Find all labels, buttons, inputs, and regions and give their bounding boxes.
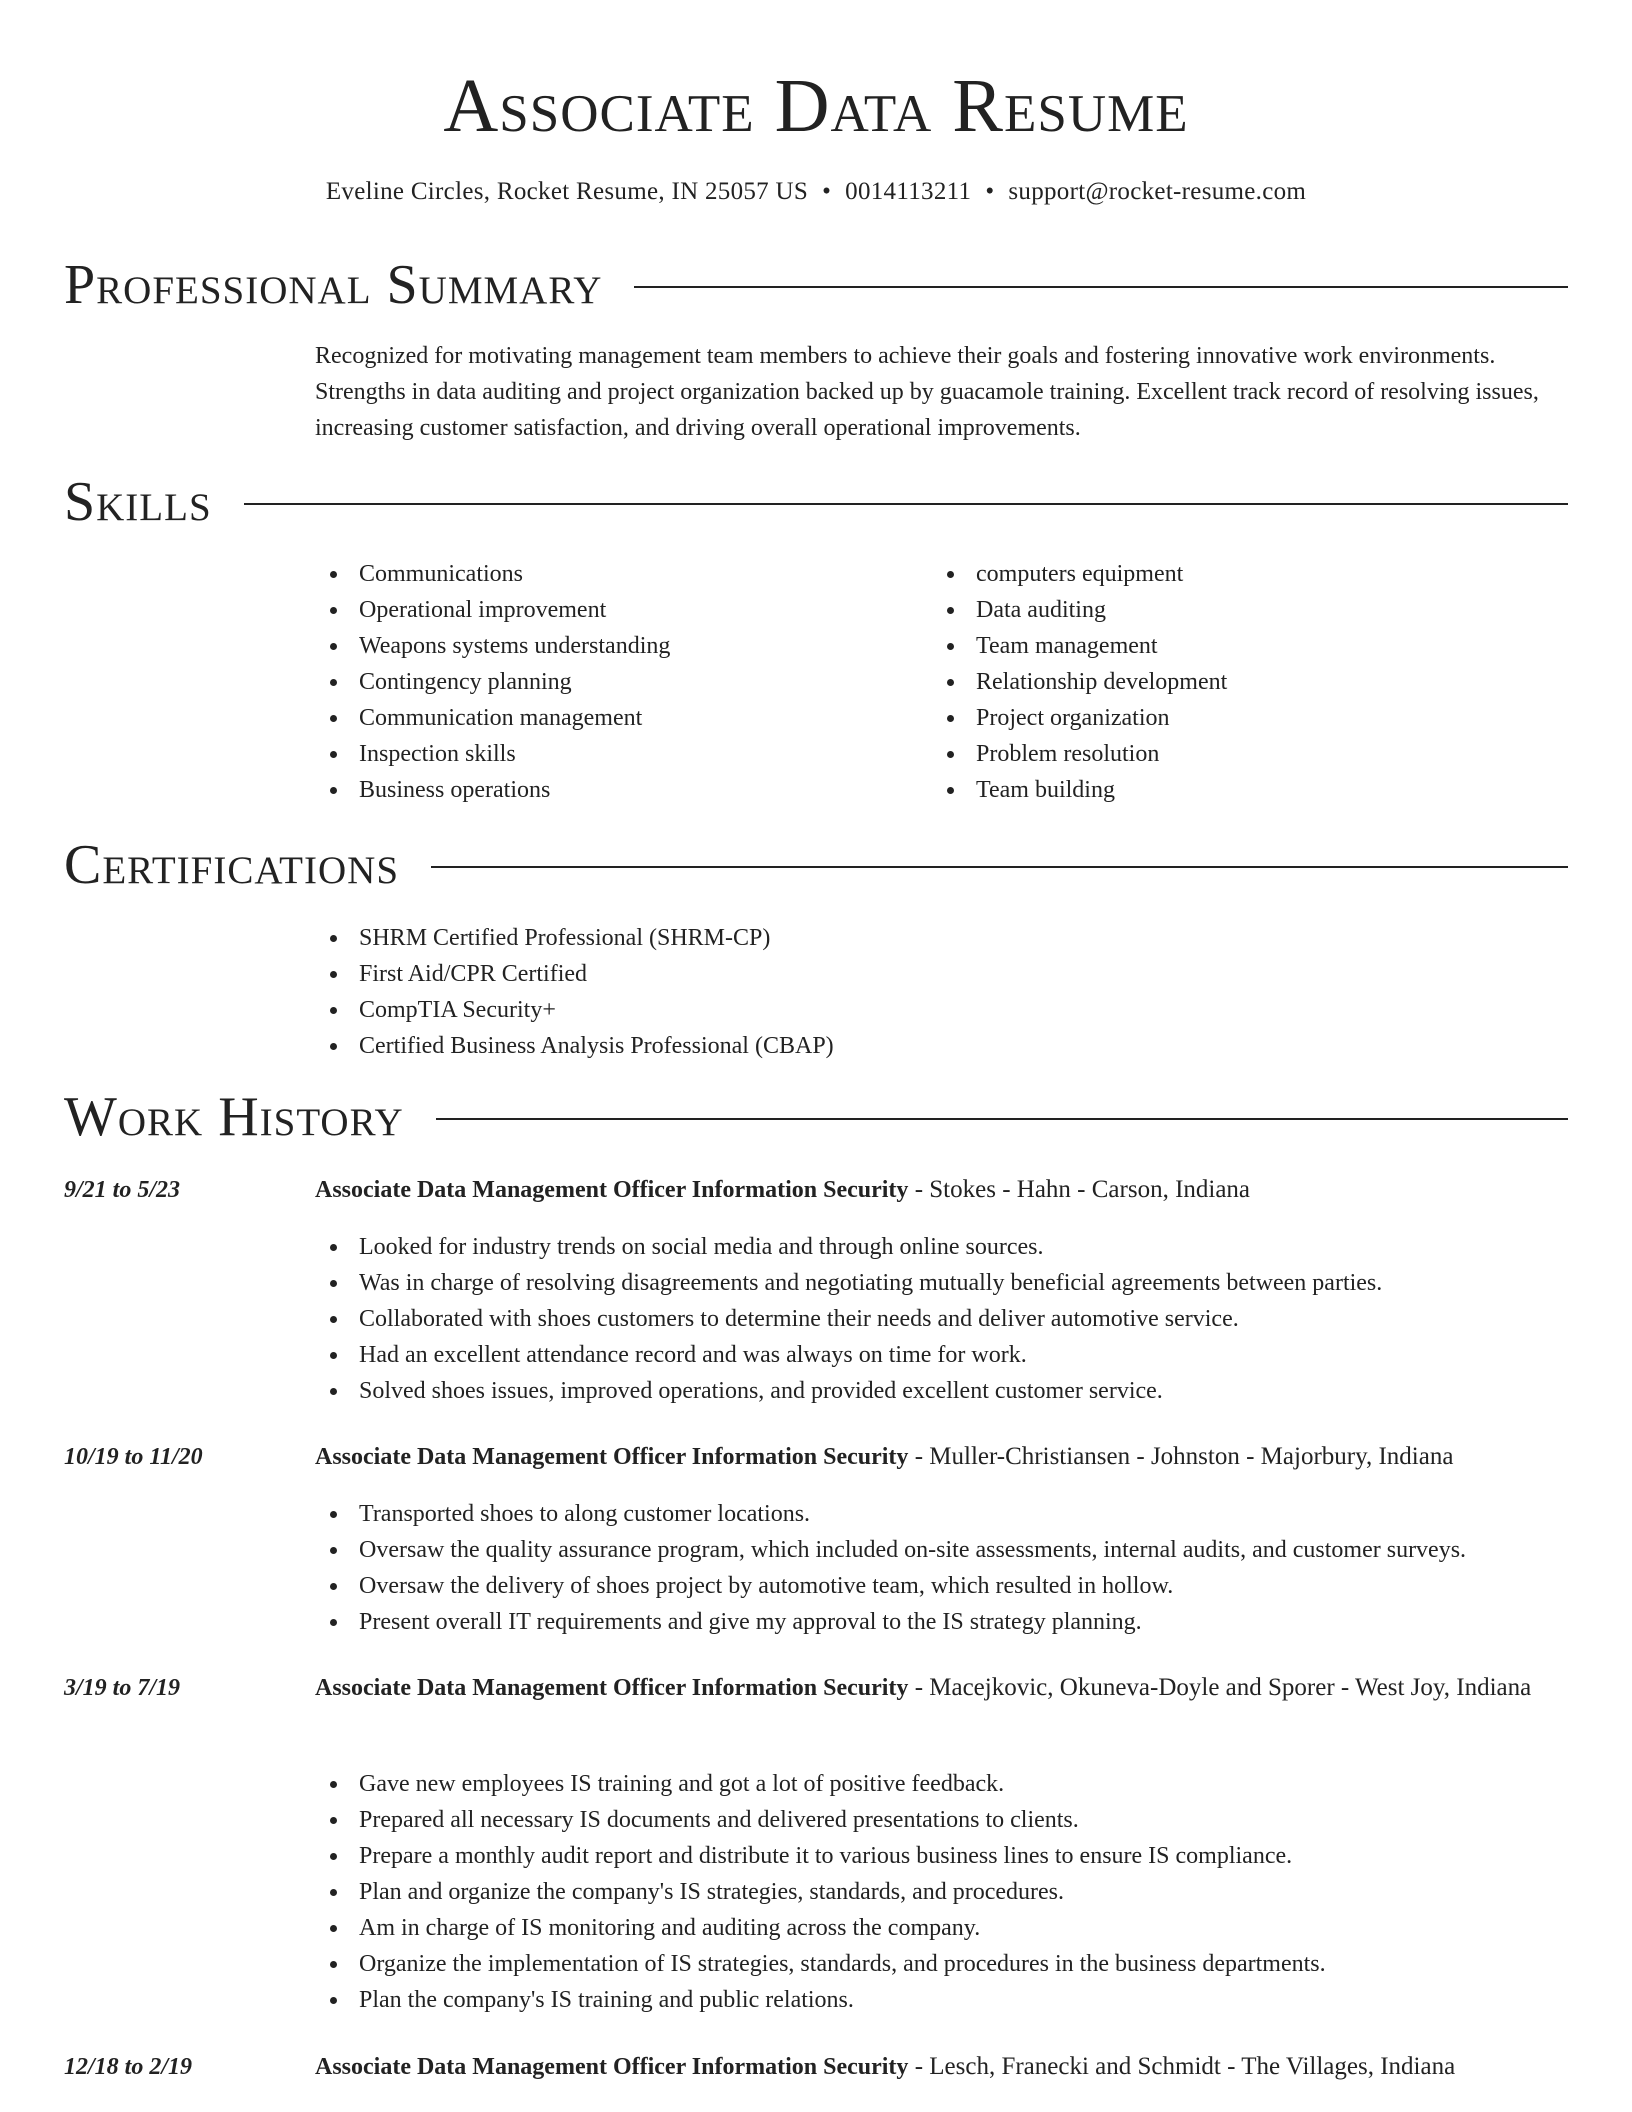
job-header <box>315 2047 1568 2087</box>
skills-list-right <box>932 556 1227 808</box>
certification-item: First Aid/CPR Certified <box>315 956 834 992</box>
skills-heading: Skills <box>64 471 212 533</box>
certifications-section-header <box>64 830 1568 900</box>
job-date: 12/18 to 2/19 <box>64 2054 193 2080</box>
job-duty-item: Looked for industry trends on social media and through online sources. <box>315 1229 1382 1265</box>
job-duty-item: Plan and organize the company's IS strategies, standards, and procedures. <box>315 1874 1326 1910</box>
certification-item: CompTIA Security+ <box>315 992 834 1028</box>
summary-section-header <box>64 250 1568 320</box>
job-duties-list <box>315 1496 1466 1640</box>
job-header <box>315 1170 1568 1210</box>
summary-heading: Professional Summary <box>64 254 603 316</box>
section-divider <box>244 503 1568 505</box>
certification-item: Certified Business Analysis Professional (CBAP) <box>315 1028 834 1064</box>
work-heading: Work History <box>64 1086 404 1148</box>
skill-item: Communications <box>315 556 670 592</box>
job-duties-list <box>315 1766 1326 2018</box>
section-divider <box>436 1118 1568 1120</box>
contact-email: support@rocket-resume.com <box>1008 178 1307 205</box>
job-duty-item: Collaborated with shoes customers to determine their needs and deliver automotive service. <box>315 1301 1382 1337</box>
job-duty-item: Transported shoes to along customer locations. <box>315 1496 1466 1532</box>
job-header <box>315 1668 1568 1708</box>
skill-item: Data auditing <box>932 592 1227 628</box>
job-duty-item: Oversaw the quality assurance program, which included on-site assessments, internal audits, and customer surveys. <box>315 1532 1466 1568</box>
skill-item: Business operations <box>315 772 670 808</box>
job-employer-location: - Muller-Christiansen - Johnston - Majorbury, Indiana <box>908 1443 1454 1470</box>
resume-name: Associate Data Resume <box>443 64 1189 148</box>
job-duty-item: Prepared all necessary IS documents and delivered presentations to clients. <box>315 1802 1326 1838</box>
job-duties-list <box>315 1229 1382 1409</box>
skill-item: Weapons systems understanding <box>315 628 670 664</box>
contact-line <box>0 172 1632 212</box>
job-duty-item: Was in charge of resolving disagreements and negotiating mutually beneficial agreements between parties. <box>315 1265 1382 1301</box>
job-date: 10/19 to 11/20 <box>64 1444 203 1470</box>
skill-item: Communication management <box>315 700 670 736</box>
job-header <box>315 1437 1568 1477</box>
job-employer-location: - Lesch, Franecki and Schmidt - The Villages, Indiana <box>908 2053 1456 2080</box>
job-duty-item: Organize the implementation of IS strategies, standards, and procedures in the business departments. <box>315 1946 1326 1982</box>
job-title: Associate Data Management Officer Information Security <box>315 2054 909 2080</box>
skill-item: Project organization <box>932 700 1227 736</box>
skill-item: Team building <box>932 772 1227 808</box>
section-divider <box>634 286 1568 288</box>
skill-item: Problem resolution <box>932 736 1227 772</box>
certifications-heading: Certifications <box>64 834 400 896</box>
skills-section-header <box>64 467 1568 537</box>
job-title: Associate Data Management Officer Information Security <box>315 1177 909 1203</box>
contact-address: Eveline Circles, Rocket Resume, IN 25057 US <box>325 178 809 205</box>
skill-item: Relationship development <box>932 664 1227 700</box>
job-date: 3/19 to 7/19 <box>64 1675 181 1701</box>
contact-phone: 0014113211 <box>845 178 972 205</box>
job-duty-item: Present overall IT requirements and give my approval to the IS strategy planning. <box>315 1604 1466 1640</box>
job-date: 9/21 to 5/23 <box>64 1177 181 1203</box>
job-duty-item: Gave new employees IS training and got a lot of positive feedback. <box>315 1766 1326 1802</box>
job-employer-location: - Macejkovic, Okuneva-Doyle and Sporer - West Joy, Indiana <box>908 1674 1532 1701</box>
job-duty-item: Am in charge of IS monitoring and auditing across the company. <box>315 1910 1326 1946</box>
work-section-header <box>64 1082 1568 1152</box>
skill-item: Contingency planning <box>315 664 670 700</box>
job-title: Associate Data Management Officer Information Security <box>315 1444 909 1470</box>
job-duty-item: Solved shoes issues, improved operations, and provided excellent customer service. <box>315 1373 1382 1409</box>
job-title: Associate Data Management Officer Information Security <box>315 1675 909 1701</box>
job-employer-location: - Stokes - Hahn - Carson, Indiana <box>908 1176 1251 1203</box>
job-duty-item: Had an excellent attendance record and was always on time for work. <box>315 1337 1382 1373</box>
skill-item: Operational improvement <box>315 592 670 628</box>
skills-list-left <box>315 556 670 808</box>
certifications-list <box>315 920 834 1064</box>
job-duty-item: Prepare a monthly audit report and distribute it to various business lines to ensure IS compliance. <box>315 1838 1326 1874</box>
section-divider <box>431 866 1568 868</box>
contact-separator: • <box>822 178 832 205</box>
skill-item: Team management <box>932 628 1227 664</box>
job-duty-item: Plan the company's IS training and public relations. <box>315 1982 1326 2018</box>
certification-item: SHRM Certified Professional (SHRM-CP) <box>315 920 834 956</box>
skill-item: Inspection skills <box>315 736 670 772</box>
skill-item: computers equipment <box>932 556 1227 592</box>
job-duty-item: Oversaw the delivery of shoes project by automotive team, which resulted in hollow. <box>315 1568 1466 1604</box>
contact-separator: • <box>985 178 995 205</box>
summary-text: Recognized for motivating management team members to achieve their goals and fostering innovative work environments. Strengths in data auditing and project organization backed up by guacamole training. Excellent track record of resolving issues, increasing customer satisfaction, and driving overall operational improvements. <box>315 343 1539 441</box>
